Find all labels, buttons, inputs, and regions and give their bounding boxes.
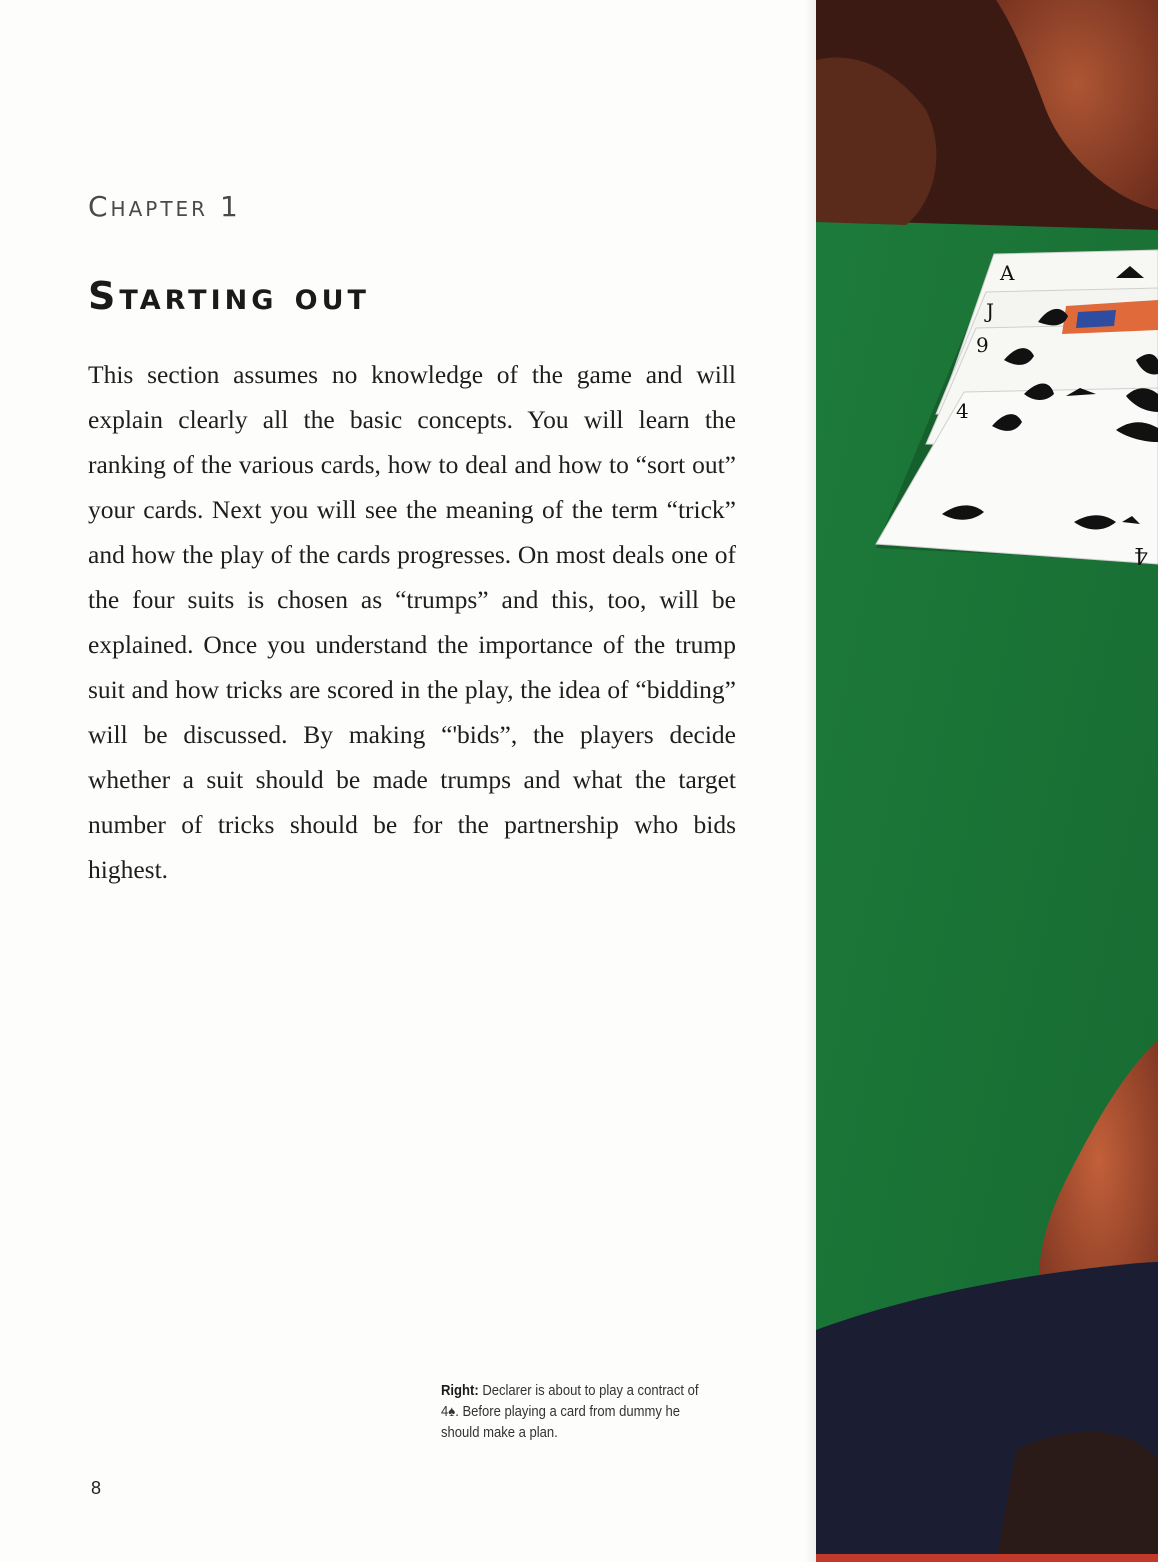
photo-caption (441, 1381, 702, 1444)
caption-lead: Right: (441, 1383, 479, 1399)
rank-four-inverted: 4 (1134, 542, 1148, 567)
rank-jack: J (986, 299, 995, 323)
caption-text: Declarer is about to play a contract of 4♠. Before playing a card from dummy he should make a plan. (441, 1383, 699, 1441)
rank-nine: 9 (976, 333, 989, 357)
rank-ace: A (1000, 261, 1015, 285)
bridge-table-photo (816, 0, 1158, 1562)
chapter-label: Chapter 1 (88, 190, 241, 223)
body-paragraph: This section assumes no knowledge of the game and will explain clearly all the basic concepts. You will learn the ranking of the various cards, how to deal and how to “sort out” your cards. Next you will see the meaning of the term “trick” and how the play of the cards progresses. On most deals one of the four suits is chosen as “trumps” and this, too, will be explained. Once you understand the importance of the trump suit and how tricks are scored in the play, the idea of “bidding” will be discussed. By making “'bids”, the players decide whether a suit should be made trumps and what the target number of tricks should be for the partnership who bids highest. (88, 360, 736, 884)
rank-four: 4 (956, 399, 969, 423)
page-number: 8 (91, 1478, 102, 1498)
chapter-title: Starting out (88, 274, 370, 318)
